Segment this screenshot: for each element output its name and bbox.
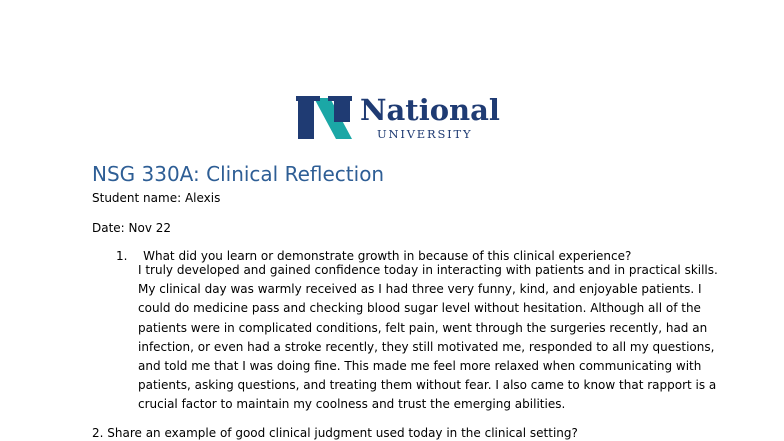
answer-line: crucial factor to maintain my coolness and trust the emerging abilities. <box>138 397 566 412</box>
answer-1 <box>138 261 718 415</box>
student-name: Student name: Alexis <box>92 191 221 205</box>
date: Date: Nov 22 <box>92 221 172 235</box>
question-2: 2. Share an example of good clinical judgment used today in the clinical setting? <box>92 426 578 440</box>
question-1-text: What did you learn or demonstrate growth in because of this clinical experience? <box>143 249 632 263</box>
answer-line: patients were in complicated conditions, felt pain, went through the surgeries recently, had an <box>138 320 708 335</box>
answer-line: could do medicine pass and checking blood sugar level without hesitation. Although all of the <box>138 301 701 316</box>
answer-line: infection, or even had a stroke recently, they still motivated me, responded to all my questions, <box>138 339 715 354</box>
question-1-number: 1. <box>116 249 128 263</box>
national-university-logo <box>296 93 500 141</box>
logo-wordmark: National <box>360 93 500 127</box>
logo-mark-icon <box>296 96 356 141</box>
document-title: NSG 330A: Clinical Reflection <box>92 162 385 186</box>
answer-line: patients, asking questions, and treating them without fear. I also came to know that rapport is a <box>138 378 717 393</box>
answer-line: I truly developed and gained confidence today in interacting with patients and in practical skills. <box>138 263 718 277</box>
answer-line: My clinical day was warmly received as I had three very funny, kind, and enjoyable patients. I <box>138 282 702 297</box>
answer-line: and told me that I was doing fine. This made me feel more relaxed when communicating with <box>138 358 702 373</box>
logo-subtitle: UNIVERSITY <box>377 127 473 141</box>
